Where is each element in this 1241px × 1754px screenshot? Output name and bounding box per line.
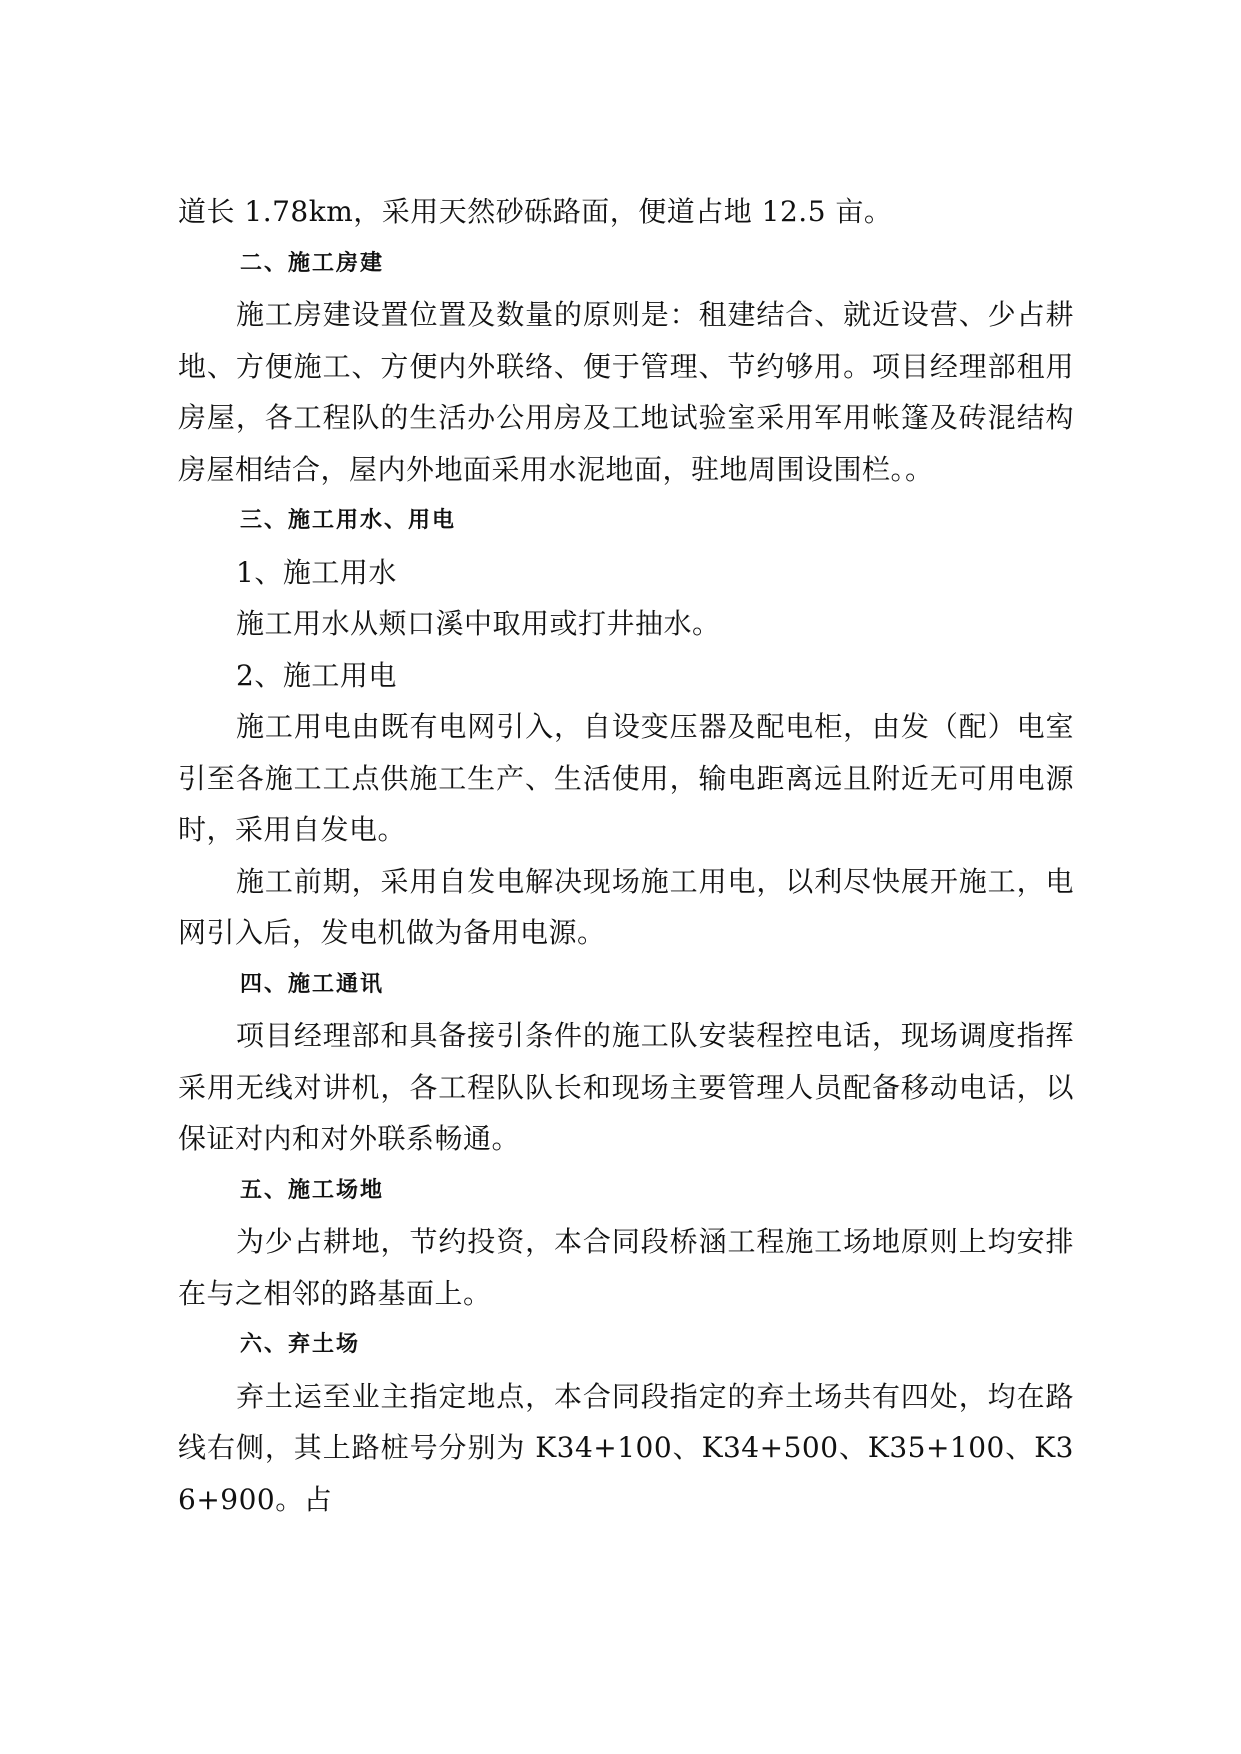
section-heading-3: 三、施工用水、用电 — [240, 507, 457, 533]
paragraph-electricity-a: 施工用电由既有电网引入，自设变压器及配电柜，由发（配）电室引至各施工工点供施工生产、生活使用，输电距离远且附近无可用电源时，采用自发电。 — [178, 710, 1074, 846]
paragraph-communication: 项目经理部和具备接引条件的施工队安装程控电话，现场调度指挥采用无线对讲机，各工程队队长和现场主要管理人员配备移动电话，以保证对内和对外联系畅通。 — [178, 1019, 1074, 1155]
subheading-water: 1、施工用水 — [236, 555, 397, 589]
paragraph-water: 施工用水从颊口溪中取用或打井抽水。 — [236, 607, 721, 640]
paragraph-intro: 道长 1.78km，采用天然砂砾路面，便道占地 12.5 亩。 — [178, 195, 893, 228]
section-heading-6: 六、弃土场 — [240, 1331, 361, 1357]
paragraph-site: 为少占耕地，节约投资，本合同段桥涵工程施工场地原则上均安排在与之相邻的路基面上。 — [178, 1225, 1074, 1310]
subheading-electricity: 2、施工用电 — [236, 658, 397, 692]
section-heading-2: 二、施工房建 — [240, 249, 385, 276]
paragraph-construction-housing: 施工房建设置位置及数量的原则是：租建结合、就近设营、少占耕地、方便施工、方便内外联络、便于管理、节约够用。项目经理部租用房屋，各工程队的生活办公用房及工地试验室采用军用帐篷及砖混结构房屋相结合，屋内外地面采用水泥地面，驻地周围设围栏。。 — [178, 298, 1074, 486]
document-page — [178, 186, 1074, 1525]
section-heading-5: 五、施工场地 — [240, 1176, 385, 1203]
paragraph-electricity-b: 施工前期，采用自发电解决现场施工用电，以利尽快展开施工，电网引入后，发电机做为备用电源。 — [178, 864, 1074, 949]
paragraph-spoil-ground: 弃土运至业主指定地点，本合同段指定的弃土场共有四处，均在路线右侧，其上路桩号分别为 K34+100、K34+500、K35+100、K36+900。占 — [178, 1379, 1074, 1516]
section-heading-4: 四、施工通讯 — [240, 970, 385, 997]
